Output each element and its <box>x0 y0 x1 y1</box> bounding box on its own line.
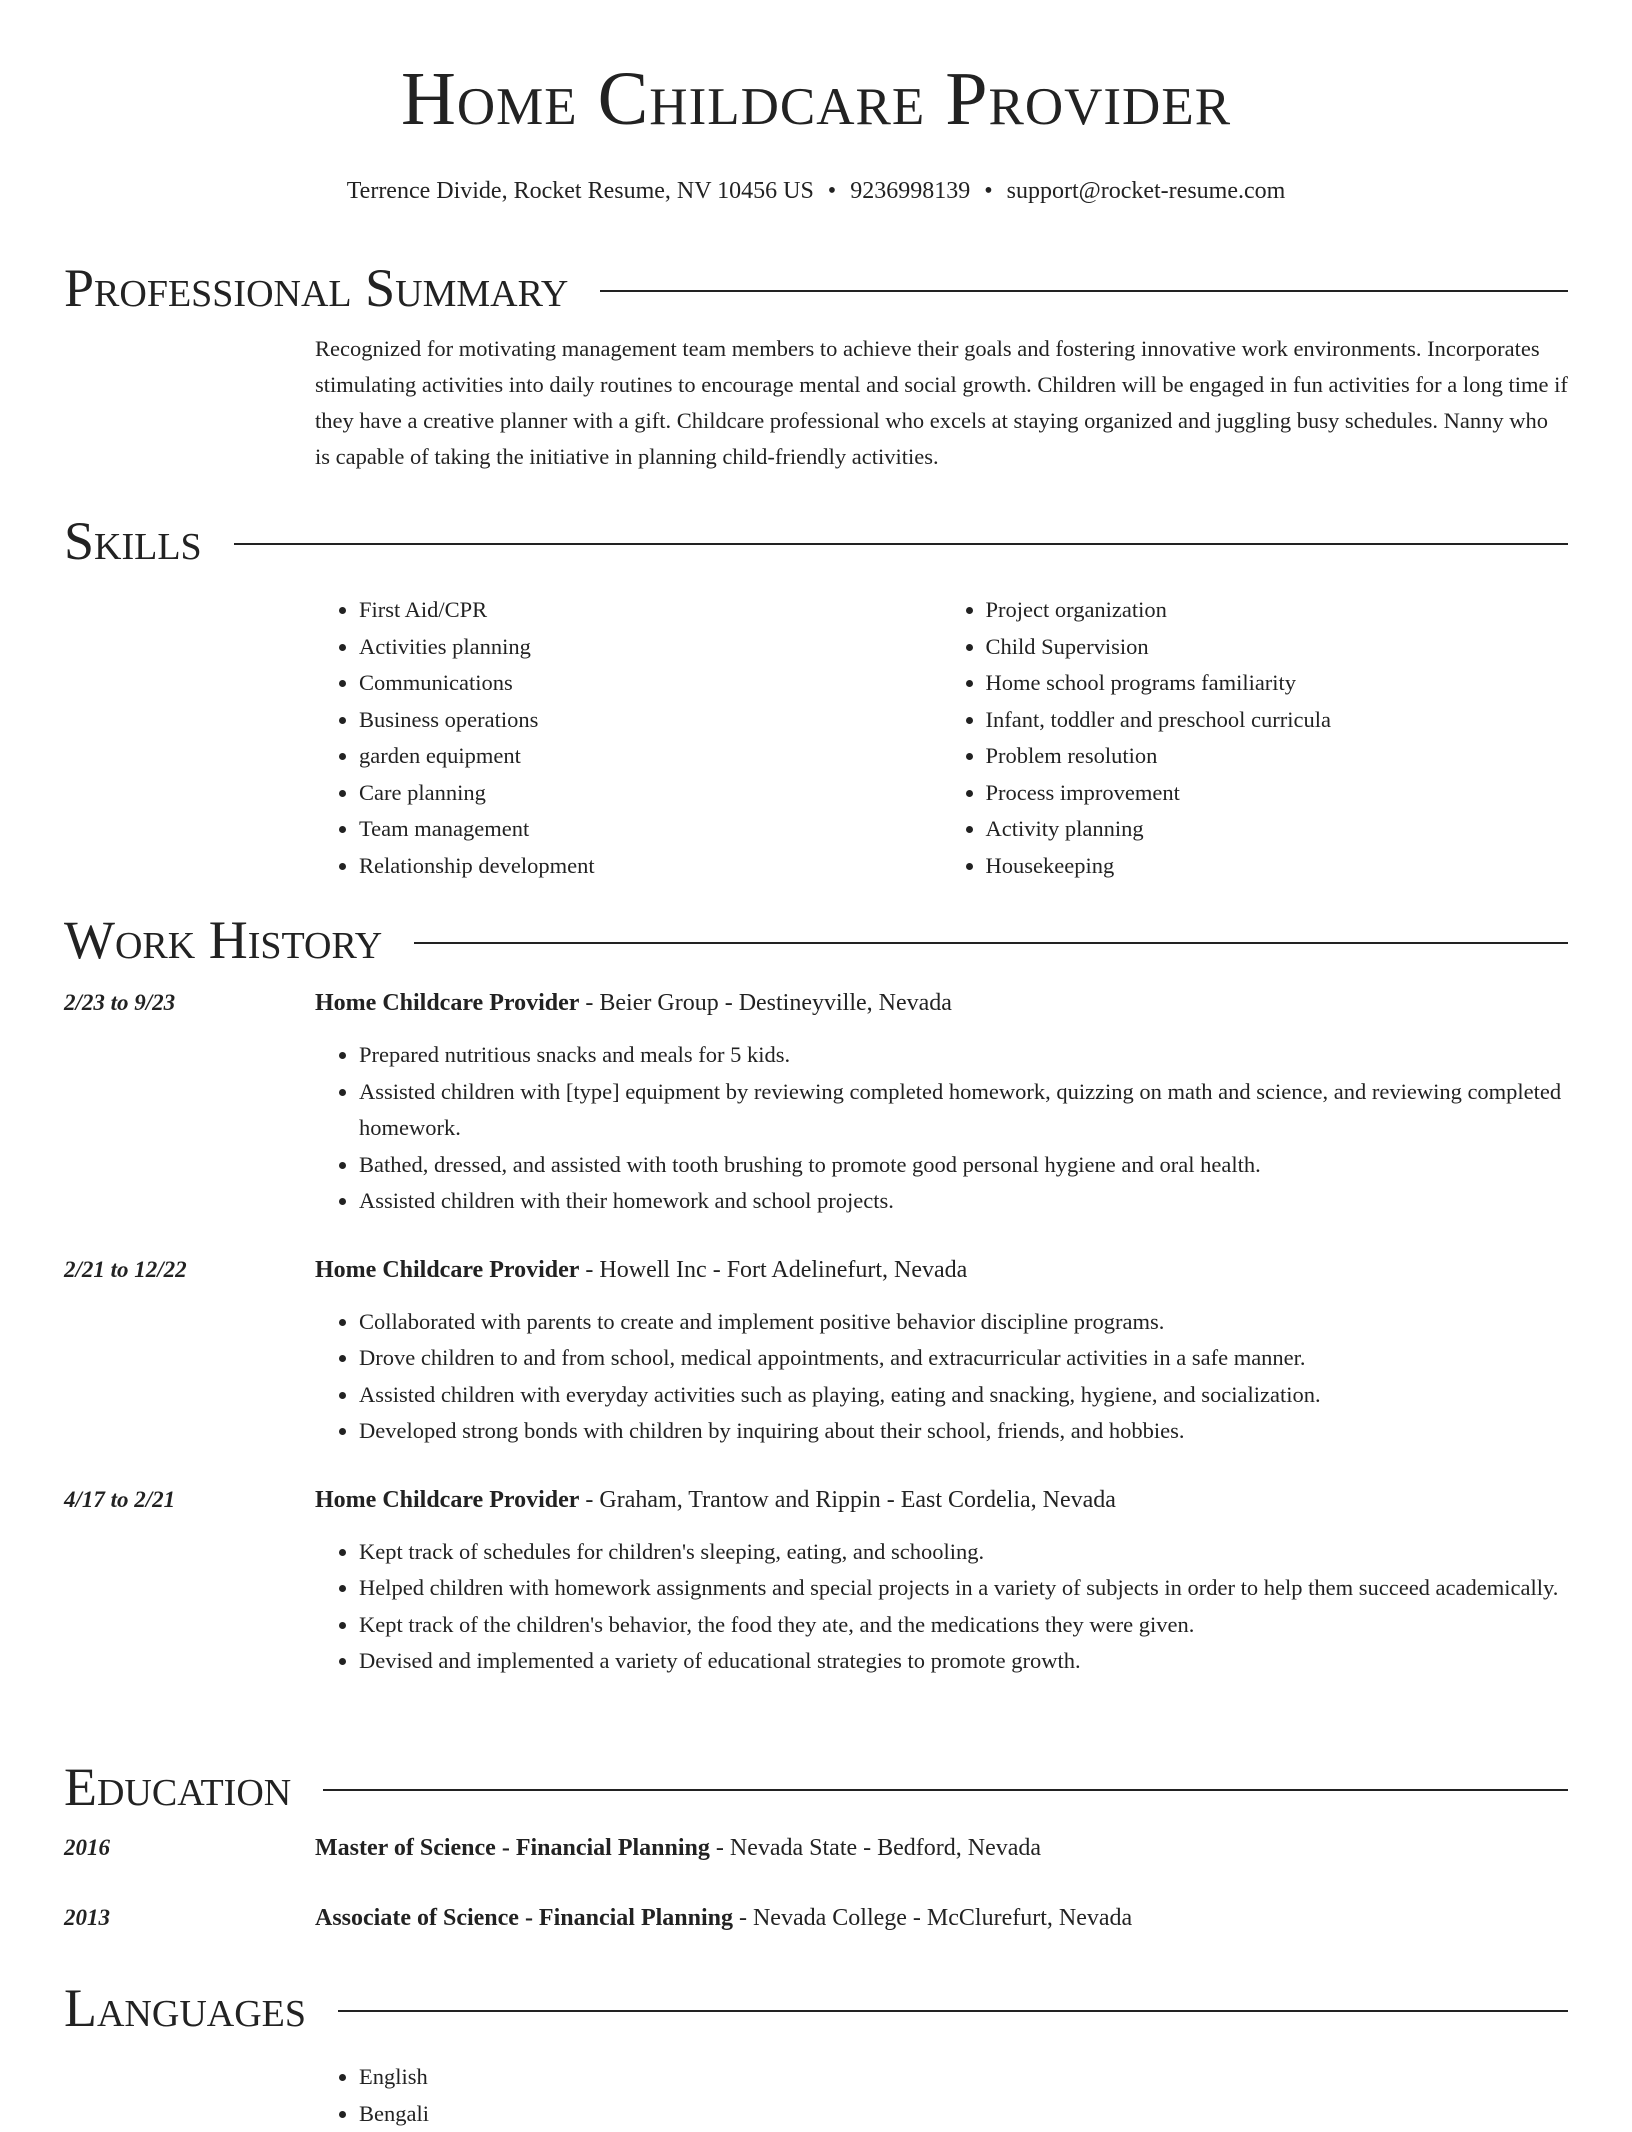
contact-email[interactable]: support@rocket-resume.com <box>1007 178 1286 204</box>
skills-left-list <box>315 592 942 884</box>
job-title-line <box>315 1252 1568 1288</box>
job-dates: 2/23 to 9/23 <box>64 985 175 1021</box>
job-bullet: • Bathed, dressed, and assisted with tooth brushing to promote good personal hygiene and oral health. <box>359 1147 1568 1184</box>
languages-body <box>315 2059 1568 2132</box>
job-bullet: • Kept track of the children's behavior, the food they ate, and the medications they were given. <box>359 1607 1568 1644</box>
skill-item: • Infant, toddler and preschool curricula <box>986 702 1569 739</box>
job-bullet: • Assisted children with [type] equipment by reviewing completed homework, quizzing on math and science, and reviewing completed homework. <box>359 1074 1568 1147</box>
skill-item: • Process improvement <box>986 775 1569 812</box>
skill-item: • Care planning <box>359 775 942 812</box>
section-heading <box>64 506 1568 576</box>
heading-rule <box>338 2010 1568 2012</box>
language-item: • Bengali <box>359 2096 1568 2132</box>
skill-item: • Relationship development <box>359 848 942 885</box>
heading-rule <box>600 290 1568 292</box>
skills-heading: Skills <box>64 506 234 576</box>
job-title: Home Childcare Provider <box>315 990 579 1016</box>
contact-address: Terrence Divide, Rocket Resume, NV 10456 US <box>347 178 814 204</box>
job-employer: - Graham, Trantow and Rippin - East Cordelia, Nevada <box>579 1487 1116 1513</box>
skill-item: • Communications <box>359 665 942 702</box>
work-history-section <box>64 905 1568 1680</box>
job-entry <box>64 1252 1568 1450</box>
skills-section <box>64 506 1568 884</box>
job-bullet: • Assisted children with everyday activities such as playing, eating and snacking, hygiene, and socialization. <box>359 1377 1568 1414</box>
job-employer: - Beier Group - Destineyville, Nevada <box>579 990 952 1016</box>
job-bullet: • Drove children to and from school, medical appointments, and extracurricular activities in a safe manner. <box>359 1340 1568 1377</box>
candidate-name: Home Childcare Provider <box>64 58 1568 142</box>
job-bullet: • Devised and implemented a variety of educational strategies to promote growth. <box>359 1643 1568 1680</box>
job-bullets <box>315 1534 1568 1680</box>
job-title: Home Childcare Provider <box>315 1487 579 1513</box>
skill-item: • Business operations <box>359 702 942 739</box>
heading-rule <box>323 1789 1568 1791</box>
job-entry <box>64 985 1568 1220</box>
job-entry <box>64 1482 1568 1680</box>
contact-separator: • <box>828 178 836 204</box>
job-bullet: • Assisted children with their homework and school projects. <box>359 1183 1568 1220</box>
skill-item: • Child Supervision <box>986 629 1569 666</box>
work-heading: Work History <box>64 905 414 975</box>
job-bullet: • Prepared nutritious snacks and meals for 5 kids. <box>359 1037 1568 1074</box>
summary-text: Recognized for motivating management team members to achieve their goals and fostering innovative work environments. Incorporates stimulating activities into daily routines to encourage mental and social growth. Children will be engaged in fun activities for a long time if they have a creative planner with a gift. Childcare professional who excels at staying organized and juggling busy schedules. Nanny who is capable of taking the initiative in planning child-friendly activities. <box>315 331 1568 475</box>
education-year: 2013 <box>64 1900 110 1936</box>
heading-rule <box>234 543 1568 545</box>
degree: Master of Science - Financial Planning <box>315 1835 710 1861</box>
languages-section <box>64 1973 1568 2132</box>
job-employer: - Howell Inc - Fort Adelinefurt, Nevada <box>579 1257 967 1283</box>
skills-right-list <box>942 592 1569 884</box>
job-bullet: • Developed strong bonds with children by inquiring about their school, friends, and hobbies. <box>359 1413 1568 1450</box>
education-heading: Education <box>64 1752 323 1822</box>
resume-page <box>64 0 1568 2112</box>
skill-item: • Project organization <box>986 592 1569 629</box>
skill-item: • Problem resolution <box>986 738 1569 775</box>
education-section <box>64 1752 1568 1936</box>
skill-item: • garden equipment <box>359 738 942 775</box>
job-bullets <box>315 1304 1568 1450</box>
contact-line <box>64 175 1568 207</box>
heading-rule <box>414 942 1568 944</box>
education-title-line <box>315 1830 1568 1866</box>
summary-heading: Professional Summary <box>64 253 600 323</box>
section-heading <box>64 253 1568 323</box>
languages-heading: Languages <box>64 1973 338 2043</box>
education-year: 2016 <box>64 1830 110 1866</box>
school: - Nevada State - Bedford, Nevada <box>710 1835 1041 1861</box>
skill-item: • Home school programs familiarity <box>986 665 1569 702</box>
skill-item: • First Aid/CPR <box>359 592 942 629</box>
skill-item: • Housekeeping <box>986 848 1569 885</box>
school: - Nevada College - McClurefurt, Nevada <box>733 1905 1132 1931</box>
summary-section <box>64 253 1568 475</box>
education-entry <box>64 1900 1568 1936</box>
degree: Associate of Science - Financial Planning <box>315 1905 733 1931</box>
contact-phone[interactable]: 9236998139 <box>850 178 970 204</box>
skills-columns <box>315 592 1568 884</box>
contact-separator: • <box>984 178 992 204</box>
skill-item: • Activities planning <box>359 629 942 666</box>
job-title-line <box>315 985 1568 1021</box>
skill-item: • Activity planning <box>986 811 1569 848</box>
job-bullets <box>315 1037 1568 1220</box>
job-dates: 4/17 to 2/21 <box>64 1482 175 1518</box>
job-dates: 2/21 to 12/22 <box>64 1252 187 1288</box>
job-title-line <box>315 1482 1568 1518</box>
education-title-line <box>315 1900 1568 1936</box>
job-bullet: • Kept track of schedules for children's sleeping, eating, and schooling. <box>359 1534 1568 1571</box>
skill-item: • Team management <box>359 811 942 848</box>
education-entry <box>64 1830 1568 1866</box>
section-heading <box>64 905 1568 975</box>
job-bullet: • Collaborated with parents to create and implement positive behavior discipline programs. <box>359 1304 1568 1341</box>
language-item: • English <box>359 2059 1568 2096</box>
section-heading <box>64 1973 1568 2043</box>
languages-list <box>315 2059 1568 2132</box>
job-title: Home Childcare Provider <box>315 1257 579 1283</box>
job-bullet: • Helped children with homework assignments and special projects in a variety of subjects in order to help them succeed academically. <box>359 1570 1568 1607</box>
section-heading <box>64 1752 1568 1822</box>
